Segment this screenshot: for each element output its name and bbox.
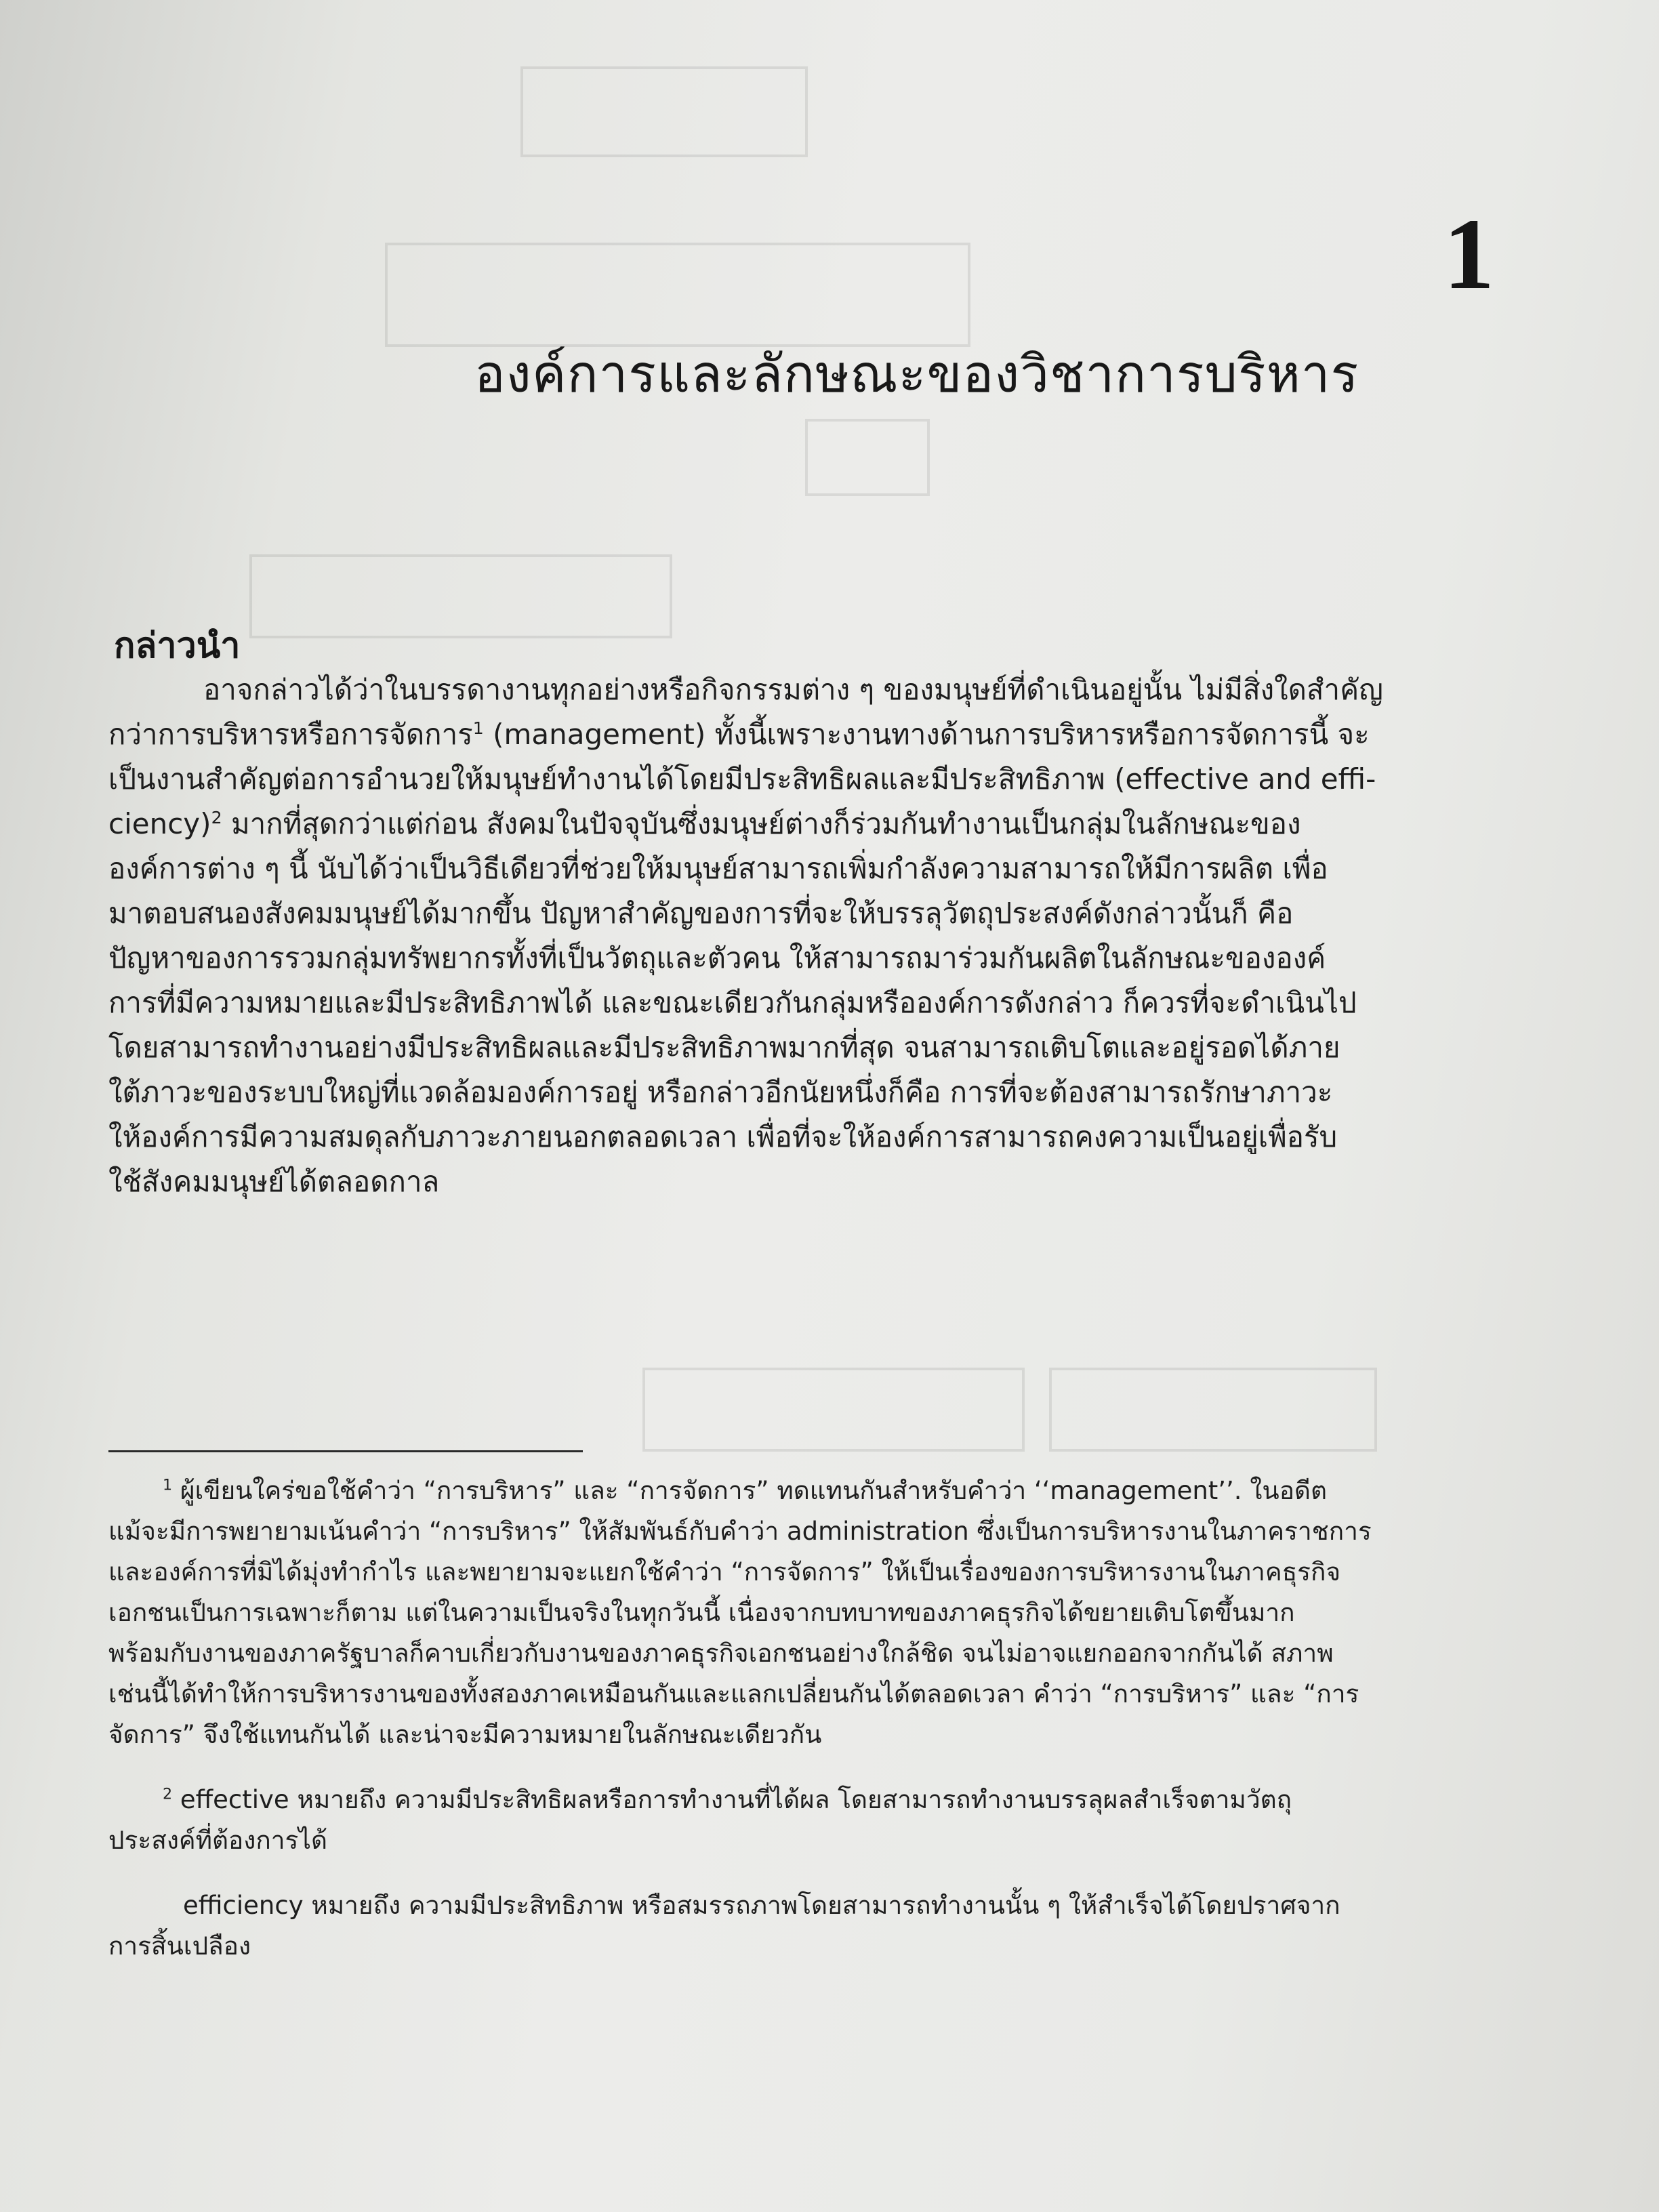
paragraph-line: เป็นงานสำคัญต่อการอำนวยให้มนุษย์ทำงานได้โดยมีประสิทธิผลและมีประสิทธิภาพ (effective and effi- [108,762,1376,796]
footnote-line: efficiency หมายถึง ความมีประสิทธิภาพ หรือสมรรถภาพโดยสามารถทำงานนั้น ๆ ให้สำเร็จได้โดยปราศจาก [183,1891,1340,1920]
paragraph-line [108,802,1545,846]
footnote-spacer [108,1861,1572,1885]
footnote-line: เอกชนเป็นการเฉพาะก็ตาม แต่ในความเป็นจริงในทุกวันนี้ เนื่องจากบทบาทของภาคธุรกิจได้ขยายเติบโตขึ้นมาก [108,1598,1295,1627]
footnotes [108,1471,1572,1967]
footnote-line: เช่นนี้ได้ทำให้การบริหารงานของทั้งสองภาคเหมือนกันและแลกเปลี่ยนกันได้ตลอดเวลา คำว่า “การบริหาร” และ “การ [108,1679,1359,1708]
footnote-divider [108,1450,583,1452]
chapter-title: องค์การและลักษณะของวิชาการบริหาร [474,344,1359,404]
chapter-number: 1 [1443,198,1494,310]
paragraph-line: โดยสามารถทำงานอย่างมีประสิทธิผลและมีประสิทธิภาพมากที่สุด จนสามารถเติบโตและอยู่รอดได้ภาย [108,1031,1340,1064]
body-paragraph [108,668,1545,1204]
footnote-marker: 2 [211,808,222,827]
footnote-marker: 1 [472,718,484,738]
footnote-line: จัดการ” จึงใช้แทนกันได้ และน่าจะมีความหมายในลักษณะเดียวกัน [108,1720,822,1749]
footnote-line: และองค์การที่มิได้มุ่งทำกำไร และพยายามจะแยกใช้คำว่า “การจัดการ” ให้เป็นเรื่องของการบริหารงานในภาคธุรกิจ [108,1557,1341,1586]
footnote-line: แม้จะมีการพยายามเน้นคำว่า “การบริหาร” ให้สัมพันธ์กับคำว่า administration ซึ่งเป็นการบริหารงานในภาคราชการ [108,1517,1372,1546]
paragraph-line: ให้องค์การมีความสมดุลกับภาวะภายนอกตลอดเวลา เพื่อที่จะให้องค์การสามารถคงความเป็นอยู่เพื่อรับ [108,1120,1338,1153]
footnote-line: ประสงค์ที่ต้องการได้ [108,1826,328,1855]
paragraph-line: มาตอบสนองสังคมมนุษย์ได้มากขึ้น ปัญหาสำคัญของการที่จะให้บรรลุวัตถุประสงค์ดังกล่าวนั้นก็ คือ [108,897,1294,930]
footnote-line [108,1780,1572,1820]
paragraph-text: กว่าการบริหารหรือการจัดการ [108,718,473,751]
paragraph-line: ปัญหาของการรวมกลุ่มทรัพยากรทั้งที่เป็นวัตถุและตัวคน ให้สามารถมาร่วมกันผลิตในลักษณะขององค์ [108,941,1326,975]
paragraph-text: (management) ทั้งนี้เพราะงานทางด้านการบริหารหรือการจัดการนี้ จะ [493,718,1370,751]
paragraph-line: อาจกล่าวได้ว่าในบรรดางานทุกอย่างหรือกิจกรรมต่าง ๆ ของมนุษย์ที่ดำเนินอยู่นั้น ไม่มีสิ่งใดสำคัญ [203,673,1383,706]
footnote-text: effective หมายถึง ความมีประสิทธิผลหรือการทำงานที่ได้ผล โดยสามารถทำงานบรรลุผลสำเร็จตามวัตถุ [180,1785,1292,1814]
footnote-spacer [108,1755,1572,1780]
footnote-line: พร้อมกับงานของภาครัฐบาลก็คาบเกี่ยวกับงานของภาคธุรกิจเอกชนอย่างใกล้ชิด จนไม่อาจแยกออกจากกันได้ สภาพ [108,1639,1334,1668]
paragraph-line: ใช้สังคมมนุษย์ได้ตลอดกาล [108,1165,440,1198]
footnote-line: การสิ้นเปลือง [108,1931,251,1961]
paragraph-line [108,712,1545,757]
footnote-text: ผู้เขียนใคร่ขอใช้คำว่า “การบริหาร” และ “การจัดการ” ทดแทนกันสำหรับคำว่า ‘‘management’’. ในอดีต [180,1476,1327,1505]
footnote-line [108,1471,1572,1511]
footnote-number: 2 [163,1785,173,1803]
paragraph-line: การที่มีความหมายและมีประสิทธิภาพได้ และขณะเดียวกันกลุ่มหรือองค์การดังกล่าว ก็ควรที่จะดำเนินไป [108,986,1357,1019]
section-heading: กล่าวนำ [114,626,241,666]
paragraph-text: ciency) [108,807,211,840]
paragraph-line: ใต้ภาวะของระบบใหญ่ที่แวดล้อมองค์การอยู่ หรือกล่าวอีกนัยหนึ่งก็คือ การที่จะต้องสามารถรักษาภาวะ [108,1076,1333,1109]
paragraph-text: มากที่สุดกว่าแต่ก่อน สังคมในปัจจุบันซึ่งมนุษย์ต่างก็ร่วมกันทำงานเป็นกลุ่มในลักษณะของ [222,807,1301,840]
paragraph-line: องค์การต่าง ๆ นี้ นับได้ว่าเป็นวิธีเดียวที่ช่วยให้มนุษย์สามารถเพิ่มกำลังความสามารถให้มีการผลิต เพื่อ [108,852,1328,885]
footnote-number: 1 [163,1476,173,1494]
